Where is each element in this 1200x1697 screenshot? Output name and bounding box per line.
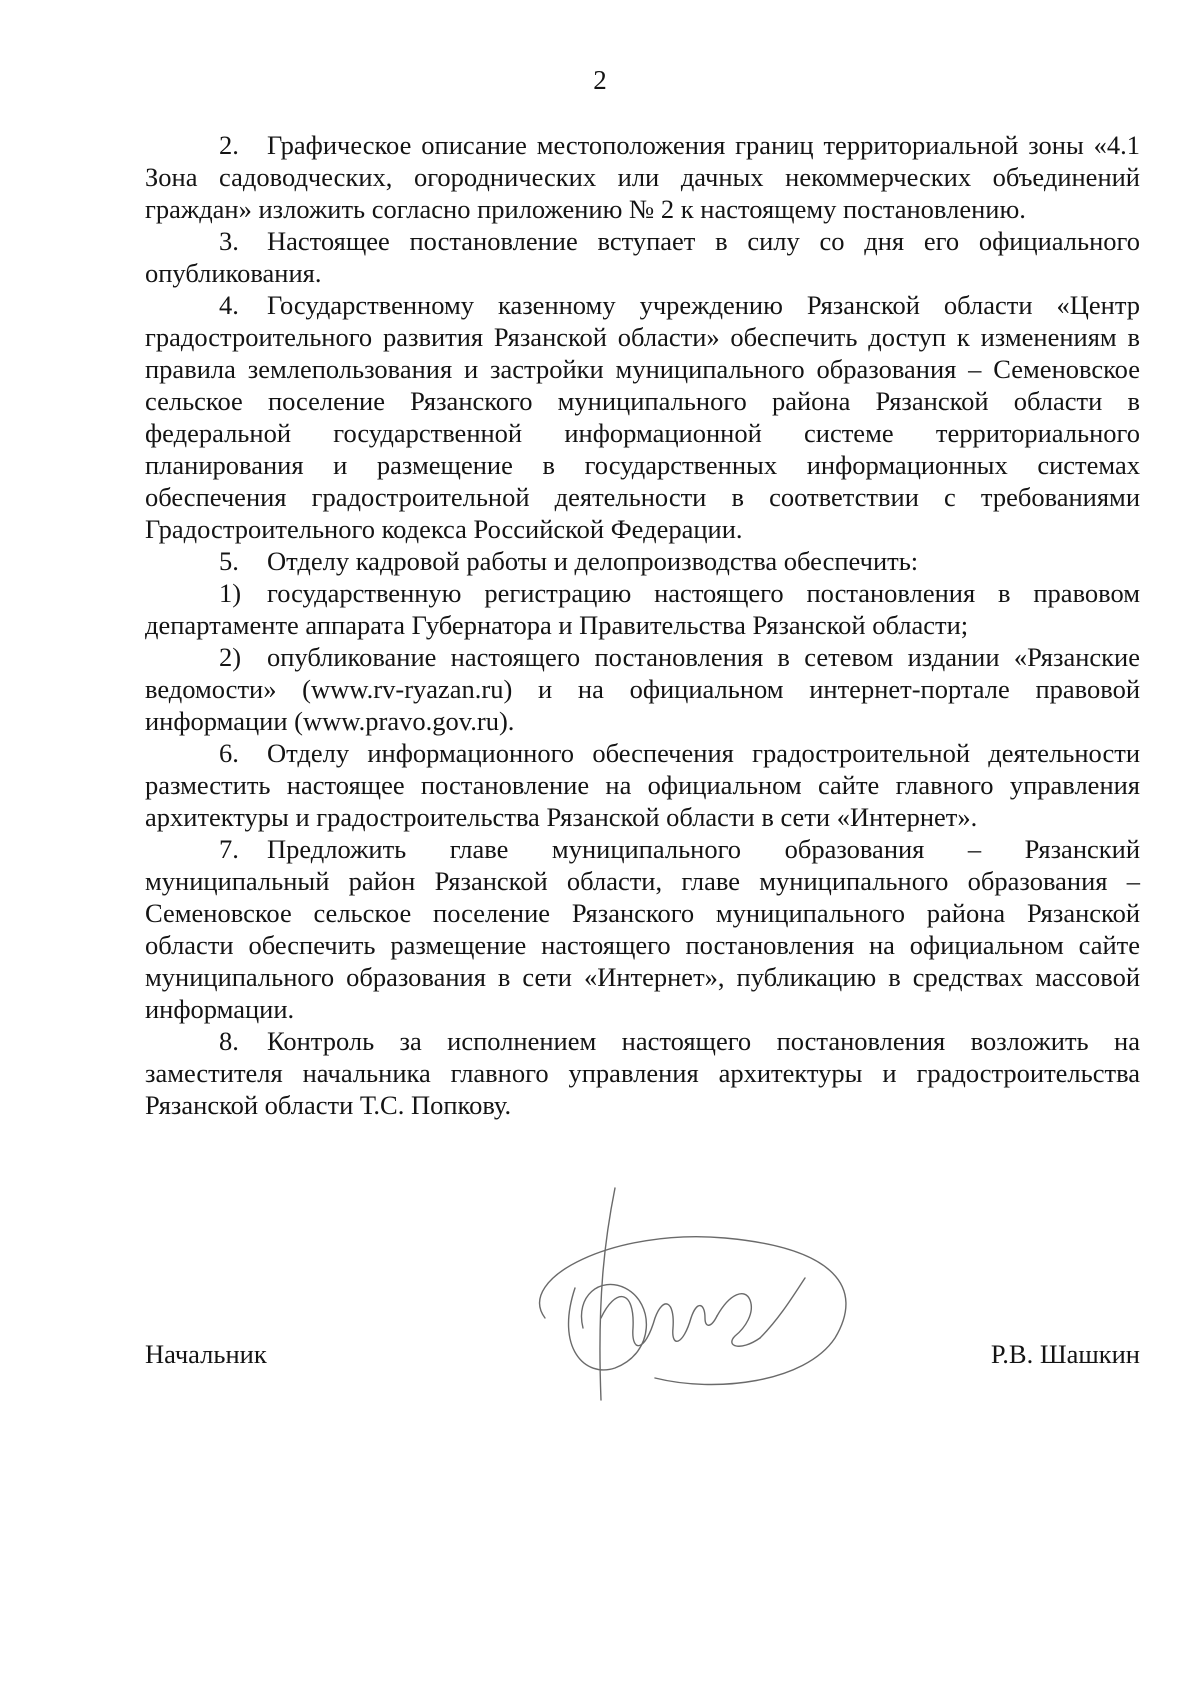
paragraph-number: 8.	[219, 1026, 239, 1056]
paragraph-text: Настоящее постановление вступает в силу со дня его официального опубликования.	[145, 226, 1140, 288]
paragraph-6	[145, 737, 1140, 833]
subparagraph-5-1	[145, 577, 1140, 641]
paragraph-text: Государственному казенному учреждению Рязанской области «Центр градостроительного развития Рязанской области» обеспечить доступ к изменениям в правила землепользования и застройки муниципального образования – Семеновское сельское поселение Рязанского муниципального района Рязанской области в федеральной государственной информационной системе территориального планирования и размещение в государственных информационных системах обеспечения градостроительной деятельности в соответствии с требованиями Градостроительного кодекса Российской Федерации.	[145, 290, 1140, 544]
handwritten-signature	[505, 1168, 925, 1408]
signatory-title: Начальник	[145, 1339, 267, 1369]
paragraph-8	[145, 1025, 1140, 1121]
paragraph-number: 2.	[219, 130, 239, 160]
paragraph-number: 4.	[219, 290, 239, 320]
paragraph-5	[145, 545, 1140, 577]
paragraph-number: 5.	[219, 546, 239, 576]
page-number: 2	[593, 65, 607, 95]
paragraph-text: государственную регистрацию настоящего постановления в правовом департаменте аппарата Губернатора и Правительства Рязанской области;	[145, 578, 1140, 640]
paragraph-number: 7.	[219, 834, 239, 864]
paragraph-number: 3.	[219, 226, 239, 256]
signatory-name: Р.В. Шашкин	[990, 1339, 1140, 1369]
paragraph-text: опубликование настоящего постановления в сетевом издании «Рязанские ведомости» (www.rv-ryazan.ru) и на официальном интернет-портале правовой информации (www.pravo.gov.ru).	[145, 642, 1140, 736]
paragraph-7	[145, 833, 1140, 1025]
paragraph-text: Отделу кадровой работы и делопроизводства обеспечить:	[267, 546, 919, 576]
document-body	[145, 129, 1140, 1121]
subparagraph-5-2	[145, 641, 1140, 737]
paragraph-3	[145, 225, 1140, 289]
paragraph-text: Контроль за исполнением настоящего постановления возложить на заместителя начальника главного управления архитектуры и градостроительства Рязанской области Т.С. Попкову.	[145, 1026, 1140, 1120]
paragraph-text: Графическое описание местоположения границ территориальной зоны «4.1 Зона садоводческих, огороднических или дачных некоммерческих объединений граждан» изложить согласно приложению № 2 к настоящему постановлению.	[145, 130, 1140, 224]
paragraph-number: 1)	[219, 578, 242, 608]
paragraph-text: Отделу информационного обеспечения градостроительной деятельности разместить настоящее постановление на официальном сайте главного управления архитектуры и градостроительства Рязанской области в сети «Интернет».	[145, 738, 1140, 832]
paragraph-number: 2)	[219, 642, 242, 672]
paragraph-4	[145, 289, 1140, 545]
paragraph-text: Предложить главе муниципального образования – Рязанский муниципальный район Рязанской области, главе муниципального образования – Семеновское сельское поселение Рязанского муниципального района Рязанской области обеспечить размещение настоящего постановления на официальном сайте муниципального образования в сети «Интернет», публикацию в средствах массовой информации.	[145, 834, 1140, 1024]
paragraph-2	[145, 129, 1140, 225]
paragraph-number: 6.	[219, 738, 239, 768]
